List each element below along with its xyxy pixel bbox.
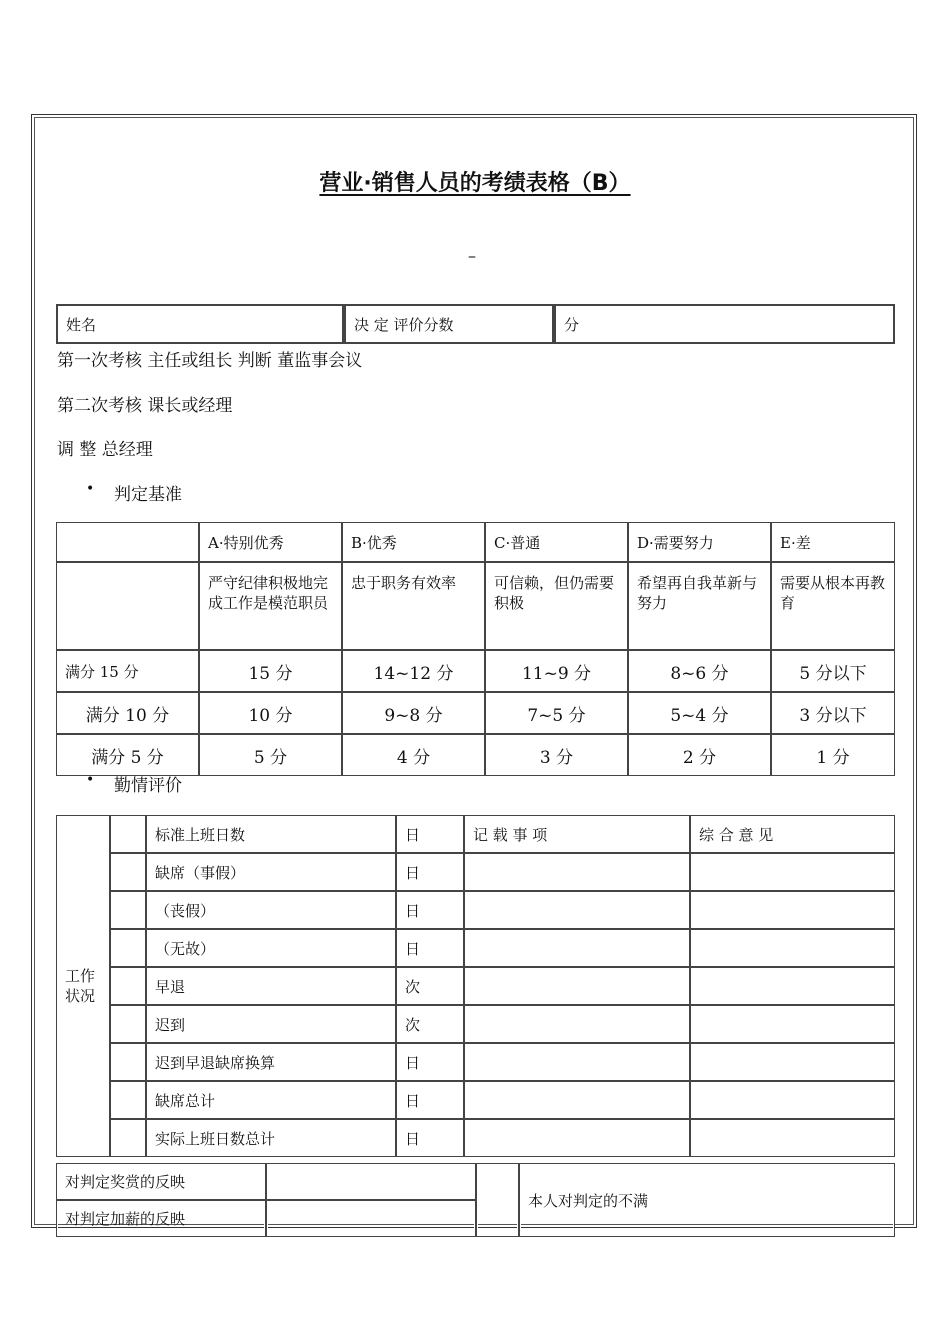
score-cell: 11~9 分 xyxy=(485,650,628,692)
attendance-unit: 日 xyxy=(396,929,464,967)
attendance-item: 实际上班日数总计 xyxy=(146,1119,396,1157)
attendance-unit: 次 xyxy=(396,1005,464,1043)
record-cell[interactable] xyxy=(464,967,690,1005)
score-cell: 5 分 xyxy=(199,734,342,776)
desc-c: 可信赖，但仍需要积极 xyxy=(485,562,628,650)
record-cell[interactable] xyxy=(464,929,690,967)
score-cell: 9~8 分 xyxy=(342,692,485,734)
raise-reaction-label: 对判定加薪的反映 xyxy=(56,1200,266,1237)
attendance-unit: 日 xyxy=(396,891,464,929)
opinion-cell[interactable] xyxy=(690,929,895,967)
feedback-table xyxy=(56,1163,895,1237)
attendance-item: 迟到早退缺席换算 xyxy=(146,1043,396,1081)
grade-a: A·特别优秀 xyxy=(199,522,342,562)
score-cell: 4 分 xyxy=(342,734,485,776)
desc-e: 需要从根本再教育 xyxy=(771,562,895,650)
attendance-unit: 日 xyxy=(396,815,464,853)
row-marker xyxy=(110,967,146,1005)
opinion-header: 综 合 意 见 xyxy=(690,815,895,853)
grade-e: E·差 xyxy=(771,522,895,562)
reward-reaction-field[interactable] xyxy=(266,1163,476,1200)
form-title: 营业·销售人员的考绩表格（B） xyxy=(319,171,631,196)
score-cell: 14~12 分 xyxy=(342,650,485,692)
record-cell[interactable] xyxy=(464,1043,690,1081)
raise-reaction-field[interactable] xyxy=(266,1200,476,1237)
record-header: 记 载 事 项 xyxy=(464,815,690,853)
record-cell[interactable] xyxy=(464,853,690,891)
row-marker xyxy=(110,1005,146,1043)
reward-reaction-label: 对判定奖赏的反映 xyxy=(56,1163,266,1200)
attendance-item: 缺席（事假） xyxy=(146,853,396,891)
review-line-3: 调 整 总经理 xyxy=(57,440,153,460)
opinion-cell[interactable] xyxy=(690,891,895,929)
attendance-unit: 日 xyxy=(396,1081,464,1119)
attendance-item: 迟到 xyxy=(146,1005,396,1043)
row-marker xyxy=(110,1043,146,1081)
score-cell: 10 分 xyxy=(199,692,342,734)
record-cell[interactable] xyxy=(464,1081,690,1119)
review-line-2: 第二次考核 课长或经理 xyxy=(57,396,233,416)
score-row-label: 满分 5 分 xyxy=(56,734,199,776)
record-cell[interactable] xyxy=(464,1119,690,1157)
score-cell: 3 分以下 xyxy=(771,692,895,734)
row-marker xyxy=(110,929,146,967)
score-cell: 2 分 xyxy=(628,734,771,776)
name-label: 姓名 xyxy=(56,304,344,344)
criteria-table xyxy=(56,522,895,776)
opinion-cell[interactable] xyxy=(690,1043,895,1081)
score-unit: 分 xyxy=(554,304,895,344)
score-cell: 7~5 分 xyxy=(485,692,628,734)
row-marker xyxy=(110,1081,146,1119)
attendance-unit: 日 xyxy=(396,1043,464,1081)
desc-b: 忠于职务有效率 xyxy=(342,562,485,650)
score-cell: 8~6 分 xyxy=(628,650,771,692)
desc-corner xyxy=(56,562,199,650)
opinion-cell[interactable] xyxy=(690,853,895,891)
desc-a: 严守纪律积极地完成工作是模范职员 xyxy=(199,562,342,650)
score-cell: 5~4 分 xyxy=(628,692,771,734)
score-cell: 3 分 xyxy=(485,734,628,776)
score-row-label: 满分 15 分 xyxy=(56,650,199,692)
attendance-unit: 日 xyxy=(396,853,464,891)
row-marker xyxy=(110,1119,146,1157)
row-marker xyxy=(110,891,146,929)
attendance-table xyxy=(56,815,895,1157)
attendance-item: （丧假） xyxy=(146,891,396,929)
work-status-label: 工作状况 xyxy=(56,815,110,1157)
attendance-item: 早退 xyxy=(146,967,396,1005)
opinion-cell[interactable] xyxy=(690,1119,895,1157)
grade-d: D·需要努力 xyxy=(628,522,771,562)
criteria-corner xyxy=(56,522,199,562)
attendance-item: （无故） xyxy=(146,929,396,967)
attendance-unit: 次 xyxy=(396,967,464,1005)
info-table xyxy=(56,304,895,344)
record-cell[interactable] xyxy=(464,1005,690,1043)
attendance-item: 标准上班日数 xyxy=(146,815,396,853)
decision-label: 决 定 评价分数 xyxy=(344,304,554,344)
attendance-item: 缺席总计 xyxy=(146,1081,396,1119)
review-line-1: 第一次考核 主任或组长 判断 董监事会议 xyxy=(57,351,363,371)
score-cell: 1 分 xyxy=(771,734,895,776)
score-row-label: 满分 10 分 xyxy=(56,692,199,734)
section-criteria-heading: • 判定基准 xyxy=(86,480,182,505)
desc-d: 希望再自我革新与努力 xyxy=(628,562,771,650)
section-attendance-heading: • 勤情评价 xyxy=(86,771,182,796)
opinion-cell[interactable] xyxy=(690,967,895,1005)
opinion-cell[interactable] xyxy=(690,1005,895,1043)
row-marker xyxy=(110,853,146,891)
score-cell: 5 分以下 xyxy=(771,650,895,692)
title-dash: – xyxy=(468,246,476,265)
record-cell[interactable] xyxy=(464,891,690,929)
opinion-cell[interactable] xyxy=(690,1081,895,1119)
row-marker xyxy=(110,815,146,853)
dissatisfaction-label: 本人对判定的不满 xyxy=(519,1163,895,1237)
grade-b: B·优秀 xyxy=(342,522,485,562)
attendance-unit: 日 xyxy=(396,1119,464,1157)
spacer-cell xyxy=(476,1163,519,1237)
score-cell: 15 分 xyxy=(199,650,342,692)
grade-c: C·普通 xyxy=(485,522,628,562)
